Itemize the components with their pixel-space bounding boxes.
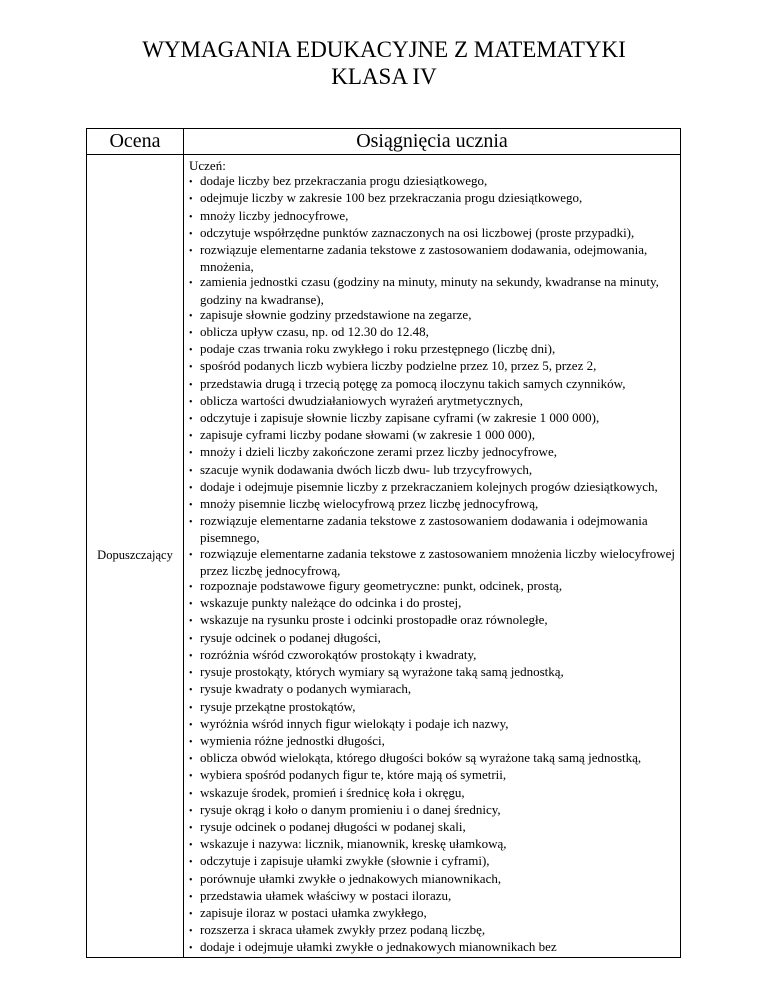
list-item: [189, 733, 676, 750]
bullet-icon: •: [189, 362, 193, 374]
bullet-icon: •: [189, 379, 193, 391]
list-item-text: oblicza obwód wielokąta, którego długości boków są wyrażone taką samą jednostką,: [200, 750, 642, 766]
list-item-text: rysuje okrąg i koło o danym promieniu i o danej średnicy,: [200, 801, 501, 817]
list-item-text: mnoży liczby jednocyfrowe,: [200, 207, 349, 223]
title-line-2: KLASA IV: [331, 64, 437, 89]
bullet-icon: •: [189, 500, 193, 512]
list-item: [189, 905, 676, 922]
list-item: [189, 767, 676, 784]
list-item: [189, 444, 676, 461]
list-item-text: rozwiązuje elementarne zadania tekstowe z zastosowaniem mnożenia liczby wielocyfrowej przez liczbę jednocyfrową,: [200, 545, 676, 578]
bullet-icon: •: [189, 345, 193, 357]
document-title: [0, 36, 768, 90]
list-item: [189, 595, 676, 612]
bullet-icon: •: [189, 650, 193, 662]
header-achievements: Osiągnięcia ucznia: [184, 129, 681, 155]
bullet-icon: •: [189, 517, 193, 529]
list-item-text: mnoży pisemnie liczbę wielocyfrową przez liczbę jednocyfrową,: [200, 496, 539, 512]
list-item: [189, 785, 676, 802]
bullet-icon: •: [189, 754, 193, 766]
list-item-text: przedstawia ułamek właściwy w postaci ilorazu,: [200, 887, 452, 903]
list-item-text: wybiera spośród podanych figur te, które mają oś symetrii,: [200, 767, 507, 783]
list-item: [189, 376, 676, 393]
bullet-icon: •: [189, 822, 193, 834]
list-item: [189, 681, 676, 698]
bullet-icon: •: [189, 616, 193, 628]
requirements-table: [86, 128, 681, 958]
list-item-text: rozróżnia wśród czworokątów prostokąty i kwadraty,: [200, 646, 477, 662]
list-item-text: zamienia jednostki czasu (godziny na minuty, minuty na sekundy, kwadranse na minuty, godziny na kwadranse),: [200, 274, 659, 307]
list-item: [189, 427, 676, 444]
list-item-text: odejmuje liczby w zakresie 100 bez przekraczania progu dziesiątkowego,: [200, 190, 583, 206]
bullet-icon: •: [189, 246, 193, 258]
bullet-icon: •: [189, 736, 193, 748]
list-item: [189, 647, 676, 664]
bullet-icon: •: [189, 926, 193, 938]
list-item: [189, 410, 676, 427]
title-line-1: WYMAGANIA EDUKACYJNE Z MATEMATYKI: [142, 37, 626, 62]
list-item: [189, 819, 676, 836]
list-item-text: rysuje kwadraty o podanych wymiarach,: [200, 681, 412, 697]
bullet-icon: •: [189, 891, 193, 903]
list-item-text: rysuje odcinek o podanej długości,: [200, 629, 381, 645]
list-item-text: podaje czas trwania roku zwykłego i roku przestępnego (liczbę dni),: [200, 341, 556, 357]
bullet-icon: •: [189, 396, 193, 408]
list-item-text: odczytuje i zapisuje ułamki zwykłe (słownie i cyframi),: [200, 853, 490, 869]
list-item: [189, 496, 676, 513]
list-item-text: porównuje ułamki zwykłe o jednakowych mianownikach,: [200, 870, 502, 886]
achievements-cell: [184, 155, 681, 958]
list-item: [189, 716, 676, 733]
table-header-row: [87, 129, 681, 155]
list-item: [189, 664, 676, 681]
list-item-text: przedstawia drugą i trzecią potęgę za pomocą iloczynu takich samych czynników,: [200, 375, 626, 391]
list-item-text: wskazuje i nazywa: licznik, mianownik, kreskę ułamkową,: [200, 836, 507, 852]
list-item-text: zapisuje iloraz w postaci ułamka zwykłego,: [200, 904, 427, 920]
list-item-text: rysuje przekątne prostokątów,: [200, 698, 356, 714]
list-item-text: rozszerza i skraca ułamek zwykły przez podaną liczbę,: [200, 922, 486, 938]
bullet-icon: •: [189, 685, 193, 697]
bullet-icon: •: [189, 840, 193, 852]
bullet-icon: •: [189, 482, 193, 494]
bullet-icon: •: [189, 194, 193, 206]
list-item-text: wskazuje środek, promień i średnicę koła i okręgu,: [200, 784, 465, 800]
bullet-icon: •: [189, 633, 193, 645]
bullet-icon: •: [189, 278, 193, 290]
list-item-text: wyróżnia wśród innych figur wielokąty i podaje ich nazwy,: [200, 715, 509, 731]
grade-cell: [87, 155, 184, 958]
list-item: [189, 836, 676, 853]
table-row: [87, 155, 681, 958]
list-item-text: odczytuje współrzędne punktów zaznaczonych na osi liczbowej (proste przypadki),: [200, 224, 635, 240]
bullet-icon: •: [189, 719, 193, 731]
grade-label: Dopuszczający: [97, 548, 173, 563]
list-item: [189, 393, 676, 410]
list-item-text: rozpoznaje podstawowe figury geometryczne: punkt, odcinek, prostą,: [200, 578, 563, 594]
list-item: [189, 888, 676, 905]
list-item-text: oblicza upływ czasu, np. od 12.30 do 12.48,: [200, 324, 429, 340]
list-item-text: mnoży i dzieli liczby zakończone zerami przez liczby jednocyfrowe,: [200, 444, 557, 460]
bullet-icon: •: [189, 771, 193, 783]
list-item-text: zapisuje cyframi liczby podane słowami (w zakresie 1 000 000),: [200, 427, 535, 443]
list-item-text: szacuje wynik dodawania dwóch liczb dwu- lub trzycyfrowych,: [200, 461, 533, 477]
achievements-list: [189, 173, 676, 956]
list-item: [189, 853, 676, 870]
bullet-icon: •: [189, 414, 193, 426]
list-item: [189, 479, 676, 496]
bullet-icon: •: [189, 668, 193, 680]
intro-text: Uczeń:: [189, 158, 226, 173]
list-item: [189, 324, 676, 341]
list-item: [189, 173, 676, 190]
bullet-icon: •: [189, 908, 193, 920]
list-item: [189, 307, 676, 324]
list-item-text: zapisuje słownie godziny przedstawione na zegarze,: [200, 306, 472, 322]
list-item-text: oblicza wartości dwudziałaniowych wyrażeń arytmetycznych,: [200, 392, 524, 408]
bullet-icon: •: [189, 328, 193, 340]
bullet-icon: •: [189, 702, 193, 714]
list-item: [189, 578, 676, 595]
bullet-icon: •: [189, 448, 193, 460]
list-item: [189, 341, 676, 358]
list-item-text: dodaje liczby bez przekraczania progu dziesiątkowego,: [200, 173, 488, 189]
list-item: [189, 208, 676, 225]
list-item-text: wymienia różne jednostki długości,: [200, 732, 385, 748]
list-item: [189, 513, 676, 545]
list-item: [189, 699, 676, 716]
list-item: [189, 462, 676, 479]
list-item-text: dodaje i odejmuje ułamki zwykłe o jednakowych mianownikach bez: [200, 939, 557, 955]
list-item-text: rozwiązuje elementarne zadania tekstowe z zastosowaniem dodawania, odejmowania, mnożenia,: [200, 242, 648, 275]
bullet-icon: •: [189, 599, 193, 611]
list-item: [189, 871, 676, 888]
list-item-text: odczytuje i zapisuje słownie liczby zapisane cyframi (w zakresie 1 000 000),: [200, 410, 600, 426]
list-item: [189, 358, 676, 375]
bullet-icon: •: [189, 431, 193, 443]
bullet-icon: •: [189, 943, 193, 955]
bullet-icon: •: [189, 582, 193, 594]
list-item: [189, 630, 676, 647]
list-item-text: wskazuje punkty należące do odcinka i do prostej,: [200, 595, 462, 611]
list-item: [189, 546, 676, 578]
list-item-text: rozwiązuje elementarne zadania tekstowe z zastosowaniem dodawania i odejmowania pisemnego,: [200, 513, 648, 546]
list-item: [189, 922, 676, 939]
list-item-text: wskazuje na rysunku proste i odcinki prostopadłe oraz równoległe,: [200, 612, 548, 628]
list-item: [189, 225, 676, 242]
bullet-icon: •: [189, 228, 193, 240]
bullet-icon: •: [189, 177, 193, 189]
list-item: [189, 274, 676, 306]
bullet-icon: •: [189, 465, 193, 477]
bullet-icon: •: [189, 805, 193, 817]
list-item: [189, 802, 676, 819]
list-item-text: rysuje prostokąty, których wymiary są wyrażone taką samą jednostką,: [200, 664, 564, 680]
bullet-icon: •: [189, 310, 193, 322]
list-item: [189, 750, 676, 767]
bullet-icon: •: [189, 211, 193, 223]
bullet-icon: •: [189, 549, 193, 561]
list-item: [189, 612, 676, 629]
bullet-icon: •: [189, 857, 193, 869]
bullet-icon: •: [189, 874, 193, 886]
list-item: [189, 242, 676, 274]
list-item-text: dodaje i odejmuje pisemnie liczby z przekraczaniem kolejnych progów dziesiątkowych,: [200, 478, 658, 494]
list-item-text: rysuje odcinek o podanej długości w podanej skali,: [200, 818, 466, 834]
list-item: [189, 939, 676, 956]
bullet-icon: •: [189, 788, 193, 800]
header-grade: Ocena: [87, 129, 184, 155]
list-item: [189, 190, 676, 207]
list-item-text: spośród podanych liczb wybiera liczby podzielne przez 10, przez 5, przez 2,: [200, 358, 597, 374]
